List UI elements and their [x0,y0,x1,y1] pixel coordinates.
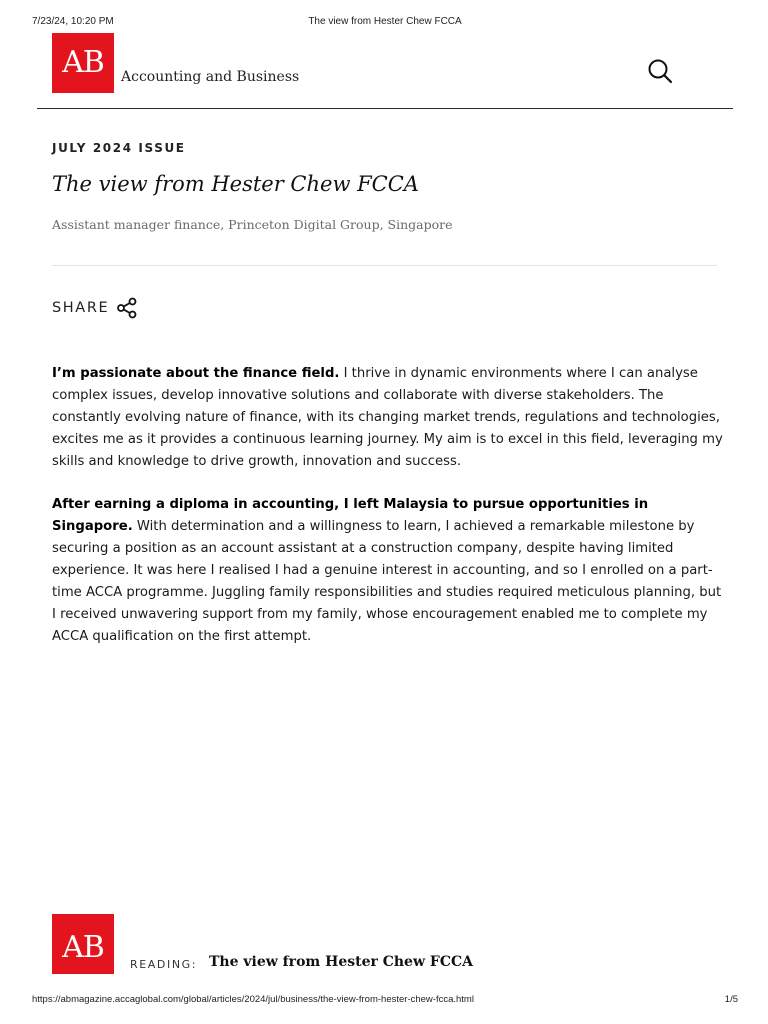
article-paragraph [52,363,727,473]
paragraph-lead: I’m passionate about the finance field. [52,366,340,381]
paragraph-lead: After earning a diploma in accounting, I left Malaysia to pursue opportunities in Singapore. [52,497,649,534]
search-icon [647,58,673,84]
print-footer [32,994,738,1006]
brand-name[interactable]: Accounting and Business [121,69,300,85]
print-page-number: 1/5 [724,994,738,1005]
search-button[interactable] [647,58,673,84]
ab-logo-small[interactable]: AB [52,914,114,974]
article-subtitle: Assistant manager finance, Princeton Digital Group, Singapore [52,217,453,232]
paragraph-text: With determination and a willingness to learn, I achieved a remarkable milestone by securing a position as an account assistant at a construction company, despite having limited experience. It was here I realised I had a genuine interest in accounting, and so I enrolled on a part-time ACCA programme. Juggling family responsibilities and studies required meticulous planning, but I received unwavering support from my family, whose encouragement enabled me to complete my ACCA qualification on the first attempt. [52,519,722,644]
share-label: SHARE [52,300,110,316]
print-datetime: 7/23/24, 10:20 PM [32,16,114,27]
share-button[interactable] [52,296,138,320]
article-title: The view from Hester Chew FCCA [52,172,419,196]
reading-label: READING: [130,958,198,971]
share-icon [116,297,138,319]
print-url: https://abmagazine.accaglobal.com/global/articles/2024/jul/business/the-view-from-hester-chew-fcca.html [32,994,474,1005]
ab-logo[interactable]: AB [52,33,114,93]
print-page-title: The view from Hester Chew FCCA [308,16,462,27]
issue-label[interactable]: JULY 2024 ISSUE [52,141,186,155]
site-header [37,33,733,109]
print-header [32,16,738,30]
reading-title: The view from Hester Chew FCCA [209,954,473,970]
paragraph-text: I thrive in dynamic environments where I can analyse complex issues, develop innovative solutions and collaborate with diverse stakeholders. The constantly evolving nature of finance, with its changing market trends, regulations and technologies, excites me as it provides a continuous learning journey. My aim is to excel in this field, leveraging my skills and knowledge to drive growth, innovation and success. [52,366,723,469]
article-paragraph [52,494,727,648]
divider [52,265,717,266]
